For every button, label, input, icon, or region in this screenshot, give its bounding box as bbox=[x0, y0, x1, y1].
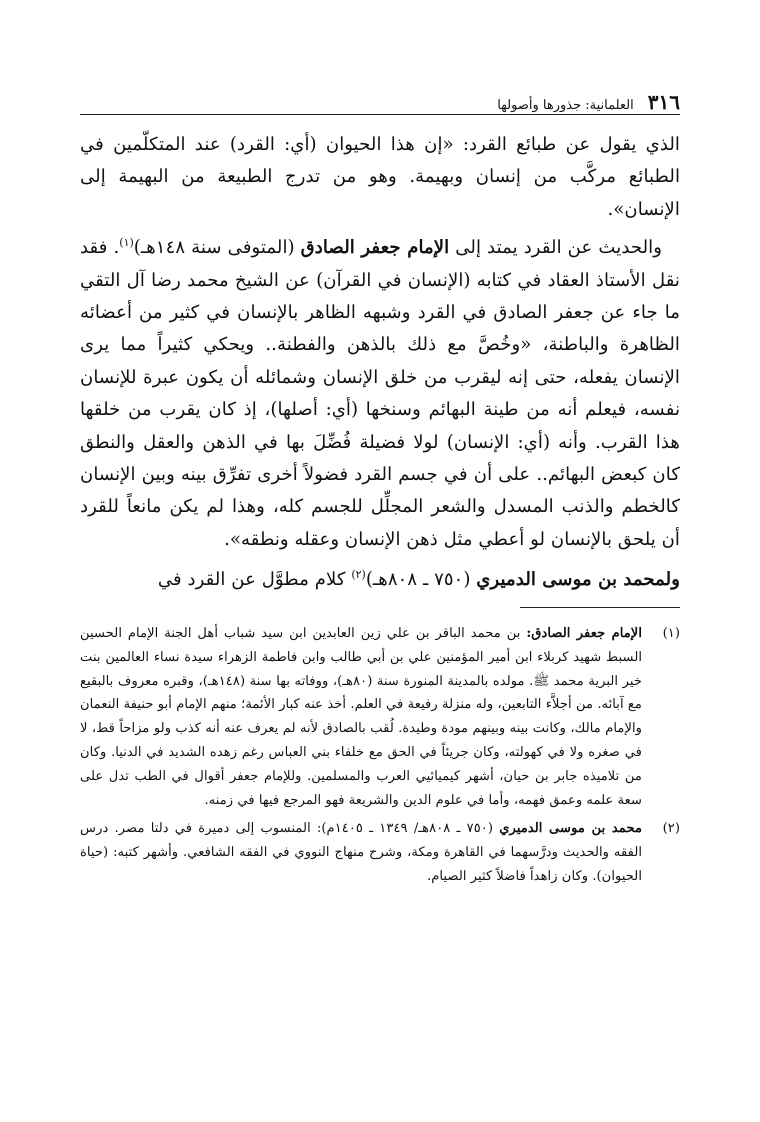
footnote-2-number: (٢) bbox=[662, 820, 680, 836]
footnotes bbox=[80, 622, 680, 889]
running-title: العلمانية: جذورها وأصولها bbox=[497, 98, 634, 113]
paragraph-3-part-a: (٧٥٠ ـ ٨٠٨هـ) bbox=[365, 569, 477, 591]
paragraph-3 bbox=[80, 564, 680, 596]
footnote-2-title: محمد بن موسى الدميري bbox=[499, 820, 643, 836]
footnote-2-body bbox=[80, 817, 642, 889]
footnote-1-text: بن محمد الباقر بن علي زين العابدين ابن سيد شباب أهل الجنة الإمام الحسين السبط شهيد كربلاء ابن أمير المؤمنين علي بن أبي طالب وابن فاطمة الزهراء سيدة نساء العالمين بنت خير البرية محمد ﷺ. مولده بالمدينة المنورة سنة (٨٠هـ)، ووفاته بها سنة (١٤٨هـ)، وقبره معروف بالبقيع مع آبائه. من أجلاَّء التابعين، وله منزلة رفيعة في العلم. أخذ عنه كبار الأئمة؛ منهم الإمام أبو حنيفة النعمان والإمام مالك، وكانت بينه وبينهم مودة وطيدة. لُقب بالصادق لأنه لم يعرف عنه أنه كذب ولو مزاحاً قط، لا في صغره ولا في كهولته، وكان جريئاً في الحق مع خلفاء بني العباس رغم زهده الشديد في الدنيا. وكان من تلاميذه جابر بن حيان، أشهر كيميائيي العرب والمسلمين. وللإمام جعفر أقوال في الطب تدل على سعة علمه وعمق فهمه، وأما في علوم الدين والشريعة فهو المرجع فيها في زمنه. bbox=[80, 625, 642, 809]
footnote-1 bbox=[80, 622, 680, 813]
footnote-1-number: (١) bbox=[662, 625, 680, 641]
name-damiri: ولمحمد بن موسى الدميري bbox=[476, 569, 680, 591]
footnote-ref-2[interactable]: (٢) bbox=[351, 568, 366, 582]
paragraph-2-part-a: والحديث عن القرد يمتد إلى bbox=[449, 237, 662, 259]
paragraph-2-part-c: . فقد نقل الأستاذ العقاد في كتابه (الإنسان في القرآن) عن الشيخ محمد رضا آل التقي ما جاء عن جعفر الصادق في القرد وشبهه الظاهر بالإنسان في كثير من أعضائه الظاهرة والباطنة، «وخُصَّ مع ذلك بالذهن والفطنة.. ويحكي كثيراً مما يرى الإنسان يفعله، حتى إنه ليقرب من خلق الإنسان وشمائله أن يكون عبرة للإنسان نفسه، فيعلم أنه من طينة البهائم وسنخها (أي: أصلها)، إذ كان يقرب من خلقها هذا القرب. وأنه (أي: الإنسان) لولا فضيلة فُضِّلَ بها في الذهن والعقل والنطق كان كبعض البهائم.. على أن في جسم القرد فضولاً أخرى تفرِّق بينه وبين الإنسان كالخطم والذنب المسدل والشعر المجلِّل للجسم كله، وهذا لم يكن مانعاً للقرد أن يلحق بالإنسان لو أعطي مثل ذهن الإنسان وعقله ونطقه». bbox=[80, 237, 680, 550]
paragraph-3-part-b: كلام مطوَّل عن القرد في bbox=[157, 569, 352, 591]
paragraph-2 bbox=[80, 232, 680, 556]
paragraph-1: الذي يقول عن طبائع القرد: «إن هذا الحيوان (أي: القرد) عند المتكلّمين في الطبائع مركَّب من إنسان وبهيمة. وهو من تدرج الطبيعة من البهيمة إلى الإنسان». bbox=[80, 134, 680, 220]
name-jafar-sadiq: الإمام جعفر الصادق bbox=[300, 237, 450, 259]
footnote-1-body bbox=[80, 622, 642, 813]
page-number: ٣١٦ bbox=[647, 90, 680, 114]
main-text bbox=[80, 129, 680, 597]
paragraph-2-part-b: (المتوفى سنة ١٤٨هـ) bbox=[133, 237, 301, 259]
footnote-2-text: (٧٥٠ ـ ٨٠٨هـ/ ١٣٤٩ ـ ١٤٠٥م): المنسوب إلى دميرة في دلتا مصر. درس الفقه والحديث ودرَّسهما في القاهرة ومكة، وشرح منهاج النووي في الفقه الشافعي. وأشهر كتبه: (حياة الحيوان). وكان زاهداً فاضلاً كثير الصيام. bbox=[80, 820, 642, 884]
page-header bbox=[80, 90, 680, 115]
footnote-ref-1[interactable]: (١) bbox=[119, 236, 134, 250]
footnote-separator bbox=[520, 607, 680, 608]
footnote-1-title: الإمام جعفر الصادق: bbox=[526, 625, 642, 641]
footnote-2 bbox=[80, 817, 680, 889]
